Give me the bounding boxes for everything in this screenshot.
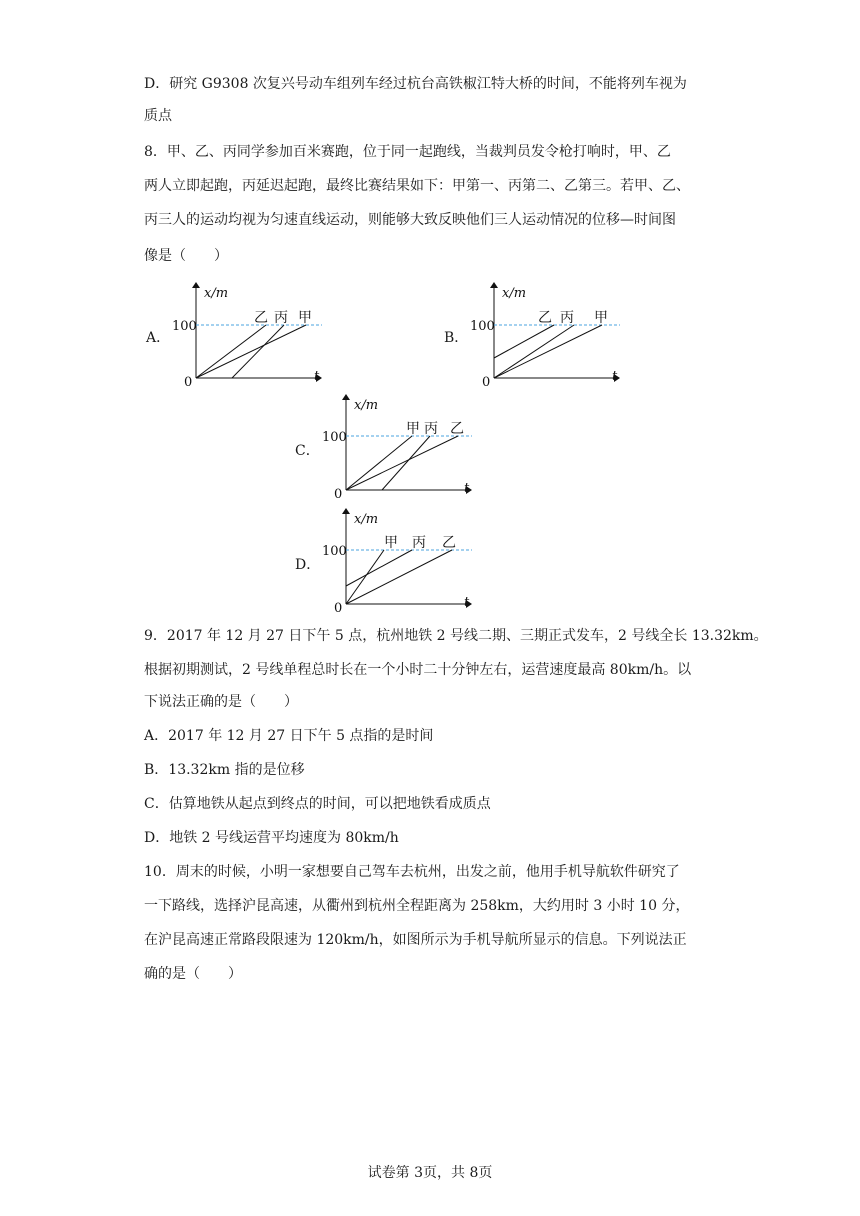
q10-stem-line1: 10．周末的时候，小明一家想要自己驾车去杭州，出发之前，他用手机导航软件研究了 bbox=[144, 864, 680, 880]
graph-b-name-3: 甲 bbox=[594, 310, 608, 326]
graph-a-xlabel: t bbox=[314, 369, 320, 384]
q10-stem-line4: 确的是（ ） bbox=[144, 966, 242, 982]
q8-option-c-label: C． bbox=[295, 443, 320, 459]
graph-d-xlabel: t bbox=[464, 595, 470, 610]
graph-a-origin: 0 bbox=[184, 375, 193, 390]
q10-stem-line2: 一下路线，选择沪昆高速，从衢州到杭州全程距离为 258km，大约用时 3 小时 10 分， bbox=[144, 898, 690, 914]
q8-graph-d bbox=[318, 506, 478, 616]
q8-stem-line2: 两人立即起跑，丙延迟起跑，最终比赛结果如下：甲第一、丙第二、乙第三。若甲、乙、 bbox=[144, 178, 690, 194]
graph-d-ytick: 100 bbox=[322, 544, 347, 559]
graph-a-ylabel: x/m bbox=[204, 286, 229, 301]
q8-stem-line1: 8．甲、乙、丙同学参加百米赛跑，位于同一起跑线，当裁判员发令枪打响时，甲、乙 bbox=[144, 144, 671, 160]
graph-d-origin: 0 bbox=[334, 601, 343, 616]
graph-d-name-1: 甲 bbox=[384, 535, 398, 551]
graph-c-name-2: 丙 bbox=[424, 421, 438, 437]
graph-c-xlabel: t bbox=[464, 481, 470, 496]
q9-option-b: B．13.32km 指的是位移 bbox=[144, 762, 305, 778]
q9-stem-line2: 根据初期测试，2 号线单程总时长在一个小时二十分钟左右，运营速度最高 80km/h。以 bbox=[144, 662, 692, 678]
q9-stem-line1: 9．2017 年 12 月 27 日下午 5 点，杭州地铁 2 号线二期、三期正式发车，2 号线全长 13.32km。 bbox=[144, 628, 768, 644]
graph-c-name-1: 甲 bbox=[406, 421, 420, 437]
graph-b-ylabel: x/m bbox=[502, 286, 527, 301]
q8-graph-c bbox=[318, 392, 478, 502]
graph-b-xlabel: t bbox=[612, 369, 618, 384]
q7-option-d-line1: D．研究 G9308 次复兴号动车组列车经过杭台高铁椒江特大桥的时间，不能将列车视为 bbox=[144, 76, 687, 92]
q7-option-d-line2: 质点 bbox=[144, 108, 172, 124]
q8-option-a-label: A． bbox=[146, 330, 171, 346]
q9-option-a: A．2017 年 12 月 27 日下午 5 点指的是时间 bbox=[144, 728, 434, 744]
graph-c-name-3: 乙 bbox=[450, 421, 464, 437]
q10-stem-line3: 在沪昆高速正常路段限速为 120km/h，如图所示为手机导航所显示的信息。下列说法正 bbox=[144, 932, 687, 948]
graph-c-origin: 0 bbox=[334, 487, 343, 502]
graph-a-ytick: 100 bbox=[172, 319, 197, 334]
graph-a-name-2: 丙 bbox=[274, 310, 288, 326]
graph-d-name-2: 丙 bbox=[412, 535, 426, 551]
graph-b-name-1: 乙 bbox=[538, 310, 552, 326]
q9-option-d: D．地铁 2 号线运营平均速度为 80km/h bbox=[144, 830, 399, 846]
q9-option-c: C．估算地铁从起点到终点的时间，可以把地铁看成质点 bbox=[144, 796, 491, 812]
graph-d-name-3: 乙 bbox=[442, 535, 456, 551]
graph-a-name-1: 乙 bbox=[254, 310, 268, 326]
q9-stem-line3: 下说法正确的是（ ） bbox=[144, 694, 298, 710]
graph-c-ylabel: x/m bbox=[354, 398, 379, 413]
q8-option-b-label: B． bbox=[444, 330, 469, 346]
q8-stem-line4: 像是（ ） bbox=[144, 248, 228, 264]
q8-stem-line3: 丙三人的运动均视为匀速直线运动，则能够大致反映他们三人运动情况的位移—时间图 bbox=[144, 212, 676, 228]
q8-graph-a bbox=[166, 280, 326, 390]
graph-b-origin: 0 bbox=[482, 375, 491, 390]
graph-b-name-2: 丙 bbox=[560, 310, 574, 326]
q8-option-d-label: D． bbox=[295, 557, 321, 573]
graph-d-ylabel: x/m bbox=[354, 512, 379, 527]
graph-c-ytick: 100 bbox=[322, 430, 347, 445]
page-footer: 试卷第 3页，共 8页 bbox=[367, 1165, 493, 1181]
graph-b-ytick: 100 bbox=[470, 319, 495, 334]
graph-a-name-3: 甲 bbox=[298, 310, 312, 326]
q8-graph-b bbox=[464, 280, 624, 390]
